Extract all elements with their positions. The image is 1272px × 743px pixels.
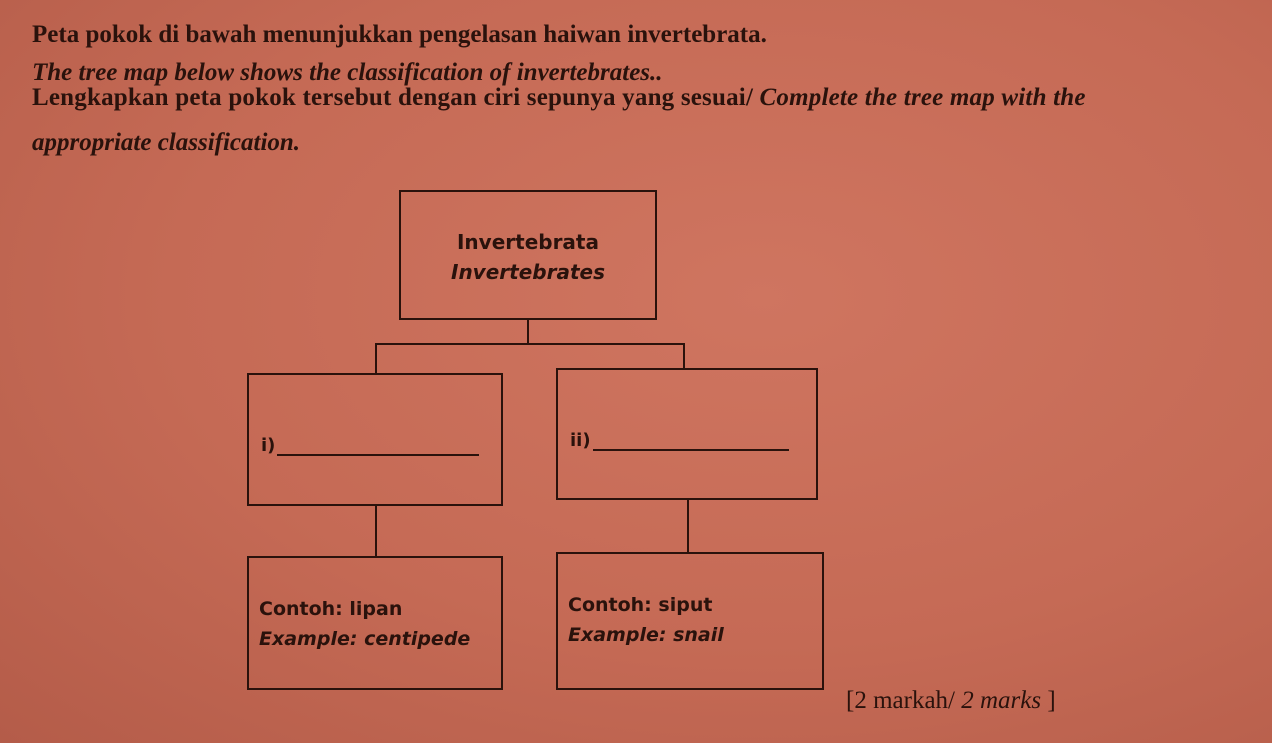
example-malay-1: Contoh: lipan [259, 598, 403, 620]
instruction-malay: Lengkapkan peta pokok tersebut dengan ciri sepunya yang sesuai/ [32, 84, 760, 111]
root-stem [527, 320, 529, 344]
question-line-malay: Peta pokok di bawah menunjukkan pengelasan haiwan invertebrata. [32, 21, 767, 48]
instruction-line [32, 83, 1086, 113]
marks-label [846, 687, 1056, 715]
answer-blank-2[interactable] [593, 431, 789, 451]
left-example-connector [375, 506, 377, 556]
answer-label-2: ii) [570, 430, 591, 451]
example-english-1: Example: centipede [259, 628, 471, 650]
root-node-english: Invertebrates [451, 260, 605, 284]
right-example-connector [687, 500, 689, 552]
root-node-box [399, 190, 657, 320]
answer-label-1: i) [261, 435, 276, 456]
example-malay-2: Contoh: siput [568, 594, 713, 616]
marks-english: 2 marks [961, 687, 1042, 714]
example-box-1 [247, 556, 503, 690]
branch-right-drop [683, 343, 685, 368]
example-box-2 [556, 552, 824, 690]
answer-blank-1[interactable] [277, 436, 479, 456]
classification-box-1 [247, 373, 503, 506]
answer-row-1 [261, 435, 479, 456]
instruction-english: Complete the tree map with the [759, 84, 1086, 111]
instruction-line-continued: appropriate classification. [32, 129, 301, 156]
marks-prefix: [2 markah/ [846, 687, 962, 714]
branch-left-drop [375, 343, 377, 373]
branch-bar [375, 343, 685, 345]
marks-suffix: ] [1041, 687, 1056, 714]
example-english-2: Example: snail [568, 624, 724, 646]
question-line-english: The tree map below shows the classification of invertebrates.. [32, 59, 663, 86]
root-node-malay: Invertebrata [456, 230, 599, 254]
answer-row-2 [570, 430, 789, 451]
classification-box-2 [556, 368, 818, 500]
